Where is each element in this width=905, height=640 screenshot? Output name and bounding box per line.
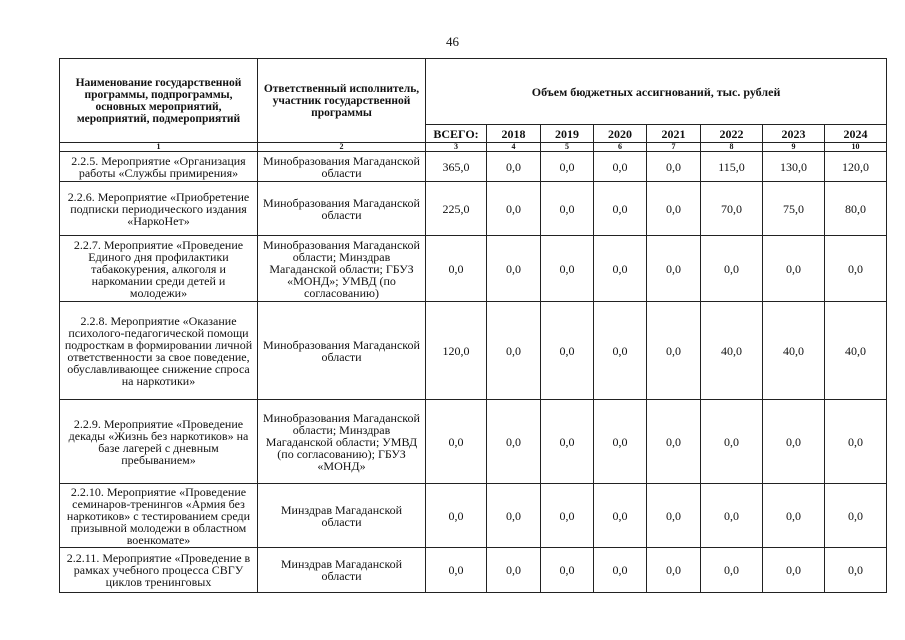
year-2021: 2021: [647, 125, 701, 143]
table-row: [60, 152, 887, 182]
value-cell: 0,0: [541, 152, 594, 182]
row-executor: Минобразования Магаданской области: [258, 182, 426, 236]
value-cell: 0,0: [487, 182, 541, 236]
budget-table: [59, 58, 887, 593]
value-cell: 0,0: [647, 484, 701, 548]
value-cell: 0,0: [825, 548, 887, 593]
value-cell: 0,0: [701, 548, 763, 593]
value-cell: 0,0: [594, 152, 647, 182]
page-number: 46: [446, 34, 459, 49]
index-cell: 7: [647, 143, 701, 152]
value-cell: 0,0: [763, 400, 825, 484]
header-volume: Объем бюджетных ассигнований, тыс. рублей: [426, 59, 887, 125]
value-cell: 0,0: [647, 182, 701, 236]
value-cell: 80,0: [825, 182, 887, 236]
row-name: 2.2.5. Мероприятие «Организация работы «Службы примирения»: [60, 152, 258, 182]
value-cell: 0,0: [825, 400, 887, 484]
value-cell: 0,0: [763, 548, 825, 593]
value-cell: 0,0: [647, 236, 701, 302]
table-row: [60, 236, 887, 302]
value-cell: 0,0: [647, 400, 701, 484]
table-row: [60, 302, 887, 400]
row-executor: Минобразования Магаданской области; Минздрав Магаданской области; ГБУЗ «МОНД»; УМВД (по согласованию): [258, 236, 426, 302]
value-cell: 0,0: [487, 400, 541, 484]
value-cell: 40,0: [763, 302, 825, 400]
value-cell: 70,0: [701, 182, 763, 236]
index-cell: 3: [426, 143, 487, 152]
row-name: 2.2.6. Мероприятие «Приобретение подписки периодического издания «НаркоНет»: [60, 182, 258, 236]
index-cell: 1: [60, 143, 258, 152]
index-cell: 4: [487, 143, 541, 152]
value-cell: 40,0: [825, 302, 887, 400]
index-cell: 8: [701, 143, 763, 152]
table-row: [60, 548, 887, 593]
value-cell: 120,0: [426, 302, 487, 400]
value-cell: 0,0: [647, 152, 701, 182]
value-cell: 0,0: [426, 400, 487, 484]
row-executor: Минобразования Магаданской области; Минздрав Магаданской области; УМВД (по согласованию); ГБУЗ «МОНД»: [258, 400, 426, 484]
header-name: Наименование государственной программы, подпрограммы, основных мероприятий, мероприятий, подмероприятий: [60, 59, 258, 143]
table-row: [60, 182, 887, 236]
value-cell: 0,0: [541, 236, 594, 302]
row-executor: Минздрав Магаданской области: [258, 548, 426, 593]
value-cell: 0,0: [487, 548, 541, 593]
row-executor: Минобразования Магаданской области: [258, 152, 426, 182]
value-cell: 0,0: [487, 152, 541, 182]
value-cell: 0,0: [594, 302, 647, 400]
value-cell: 0,0: [487, 302, 541, 400]
row-name: 2.2.7. Мероприятие «Проведение Единого дня профилактики табакокурения, алкоголя и наркомании среди детей и молодежи»: [60, 236, 258, 302]
value-cell: 0,0: [647, 548, 701, 593]
value-cell: 0,0: [594, 236, 647, 302]
value-cell: 0,0: [594, 548, 647, 593]
value-cell: 0,0: [825, 236, 887, 302]
value-cell: 0,0: [701, 400, 763, 484]
header-row: [60, 59, 887, 125]
value-cell: 0,0: [825, 484, 887, 548]
index-cell: 5: [541, 143, 594, 152]
value-cell: 120,0: [825, 152, 887, 182]
index-cell: 9: [763, 143, 825, 152]
row-name: 2.2.9. Мероприятие «Проведение декады «Жизнь без наркотиков» на базе лагерей с дневным пребыванием»: [60, 400, 258, 484]
row-name: 2.2.8. Мероприятие «Оказание психолого-педагогической помощи подросткам в формировании личной ответственности за свое поведение, обуславливающее снижение спроса на наркотики»: [60, 302, 258, 400]
year-2022: 2022: [701, 125, 763, 143]
table-row: [60, 484, 887, 548]
value-cell: 0,0: [426, 236, 487, 302]
value-cell: 0,0: [541, 400, 594, 484]
table-row: [60, 400, 887, 484]
row-name: 2.2.11. Мероприятие «Проведение в рамках учебного процесса СВГУ циклов тренинговых: [60, 548, 258, 593]
value-cell: 0,0: [763, 484, 825, 548]
value-cell: 0,0: [487, 484, 541, 548]
value-cell: 0,0: [763, 236, 825, 302]
value-cell: 0,0: [541, 484, 594, 548]
index-cell: 10: [825, 143, 887, 152]
value-cell: 40,0: [701, 302, 763, 400]
value-cell: 0,0: [426, 548, 487, 593]
value-cell: 0,0: [487, 236, 541, 302]
value-cell: 0,0: [426, 484, 487, 548]
value-cell: 0,0: [594, 484, 647, 548]
value-cell: 0,0: [647, 302, 701, 400]
value-cell: 0,0: [701, 236, 763, 302]
value-cell: 0,0: [594, 182, 647, 236]
value-cell: 365,0: [426, 152, 487, 182]
value-cell: 0,0: [594, 400, 647, 484]
row-executor: Минздрав Магаданской области: [258, 484, 426, 548]
value-cell: 75,0: [763, 182, 825, 236]
value-cell: 0,0: [701, 484, 763, 548]
year-2019: 2019: [541, 125, 594, 143]
index-row: [60, 143, 887, 152]
value-cell: 115,0: [701, 152, 763, 182]
index-cell: 6: [594, 143, 647, 152]
value-cell: 0,0: [541, 548, 594, 593]
row-executor: Минобразования Магаданской области: [258, 302, 426, 400]
year-total: ВСЕГО:: [426, 125, 487, 143]
value-cell: 225,0: [426, 182, 487, 236]
year-2023: 2023: [763, 125, 825, 143]
header-executor: Ответственный исполнитель, участник государственной программы: [258, 59, 426, 143]
value-cell: 0,0: [541, 302, 594, 400]
year-2024: 2024: [825, 125, 887, 143]
year-2020: 2020: [594, 125, 647, 143]
row-name: 2.2.10. Мероприятие «Проведение семинаров-тренингов «Армия без наркотиков» с тестированием среди призывной молодежи в областном военкомате»: [60, 484, 258, 548]
value-cell: 0,0: [541, 182, 594, 236]
year-2018: 2018: [487, 125, 541, 143]
value-cell: 130,0: [763, 152, 825, 182]
index-cell: 2: [258, 143, 426, 152]
